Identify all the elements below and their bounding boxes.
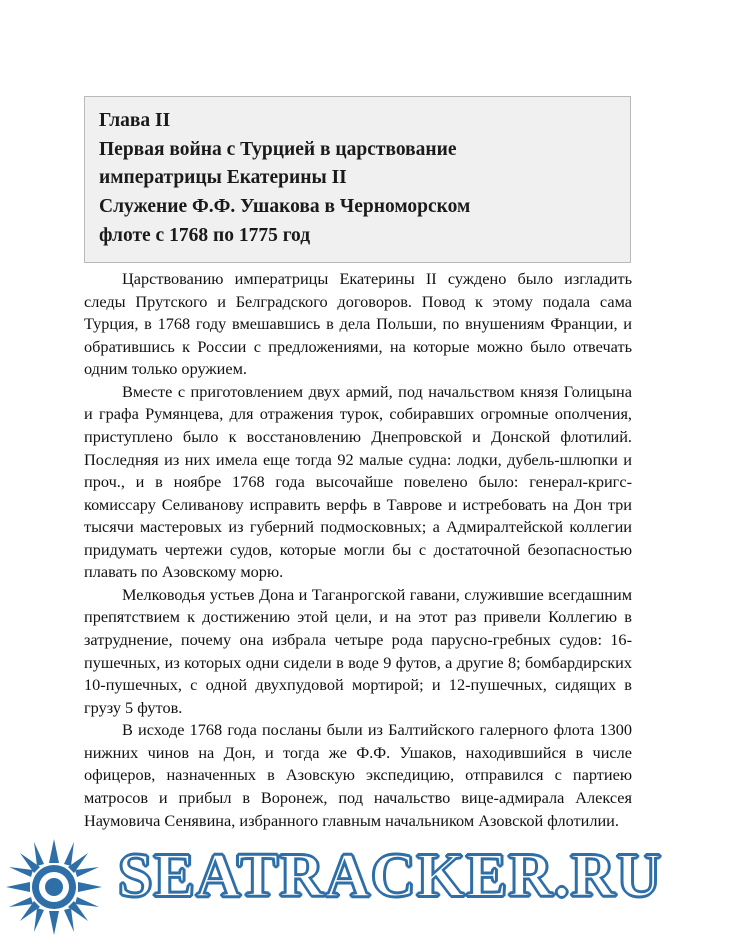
document-body <box>84 268 632 832</box>
chapter-heading-line-3: императрицы Екатерины II <box>99 167 347 189</box>
paragraph: Мелководья устьев Дона и Таганрогской гавани, служившие всегдашним препятствием к достижению этой цели, и на этот раз привели Коллегию в затруднение, почему она избрала четыре рода парусно-гребных судов: 16-пушечных, из которых одни сидели в воде 9 футов, а другие 8; бомбардирских 10-пушечных, с одной двухпудовой мортирой; и 12-пушечных, сидящих в грузу 5 футов. <box>84 584 632 717</box>
chapter-heading-line-2: Первая война с Турцией в царствование <box>99 138 457 160</box>
chapter-heading-line-4: Служение Ф.Ф. Ушакова в Черноморском <box>99 195 471 217</box>
watermark <box>0 833 731 941</box>
chapter-heading-line-5: флоте с 1768 по 1775 год <box>99 224 311 246</box>
sun-logo-icon <box>4 837 104 937</box>
paragraph: Царствованию императрицы Екатерины II суждено было изгладить следы Прутского и Белградского договоров. Повод к этому подала сама Турция, в 1768 году вмешавшись в дела Польши, по внушениям Франции, и обратившись к России с предложениями, на которые можно было отвечать одним только оружием. <box>84 269 632 379</box>
chapter-heading-line-1: Глава II <box>99 110 171 131</box>
paragraph: В исходе 1768 года посланы были из Балтийского галерного флота 1300 нижних чинов на Дон, и тогда же Ф.Ф. Ушаков, находившийся в числе офицеров, назначенных в Азовскую экспедицию, отправился с партиею матросов и прибыл в Воронеж, под начальство вице-адмирала Алексея Наумовича Сенявина, избранного главным начальником Азовской флотилии. <box>84 720 632 830</box>
chapter-heading-box <box>84 96 631 263</box>
watermark-text: SEATRACKER.RU <box>118 842 663 910</box>
paragraph: Вместе с приготовлением двух армий, под начальством князя Голицына и графа Румянцева, для отражения турок, собиравших огромные ополчения, приступлено было к восстановлению Днепровской и Донской флотилий. Последняя из них имела еще тогда 92 малые судна: лодки, дубель-шлюпки и проч., и в ноябре 1768 года высочайше повелено было: генерал-кригс-комиссару Селиванову исправить верфь в Таврове и истребовать на Дон три тысячи мастеровых из губерний подмосковных; а Адмиралтейской коллегии придумать чертежи судов, которые могли бы с достаточной безопасностью плавать по Азовскому морю. <box>84 381 632 582</box>
